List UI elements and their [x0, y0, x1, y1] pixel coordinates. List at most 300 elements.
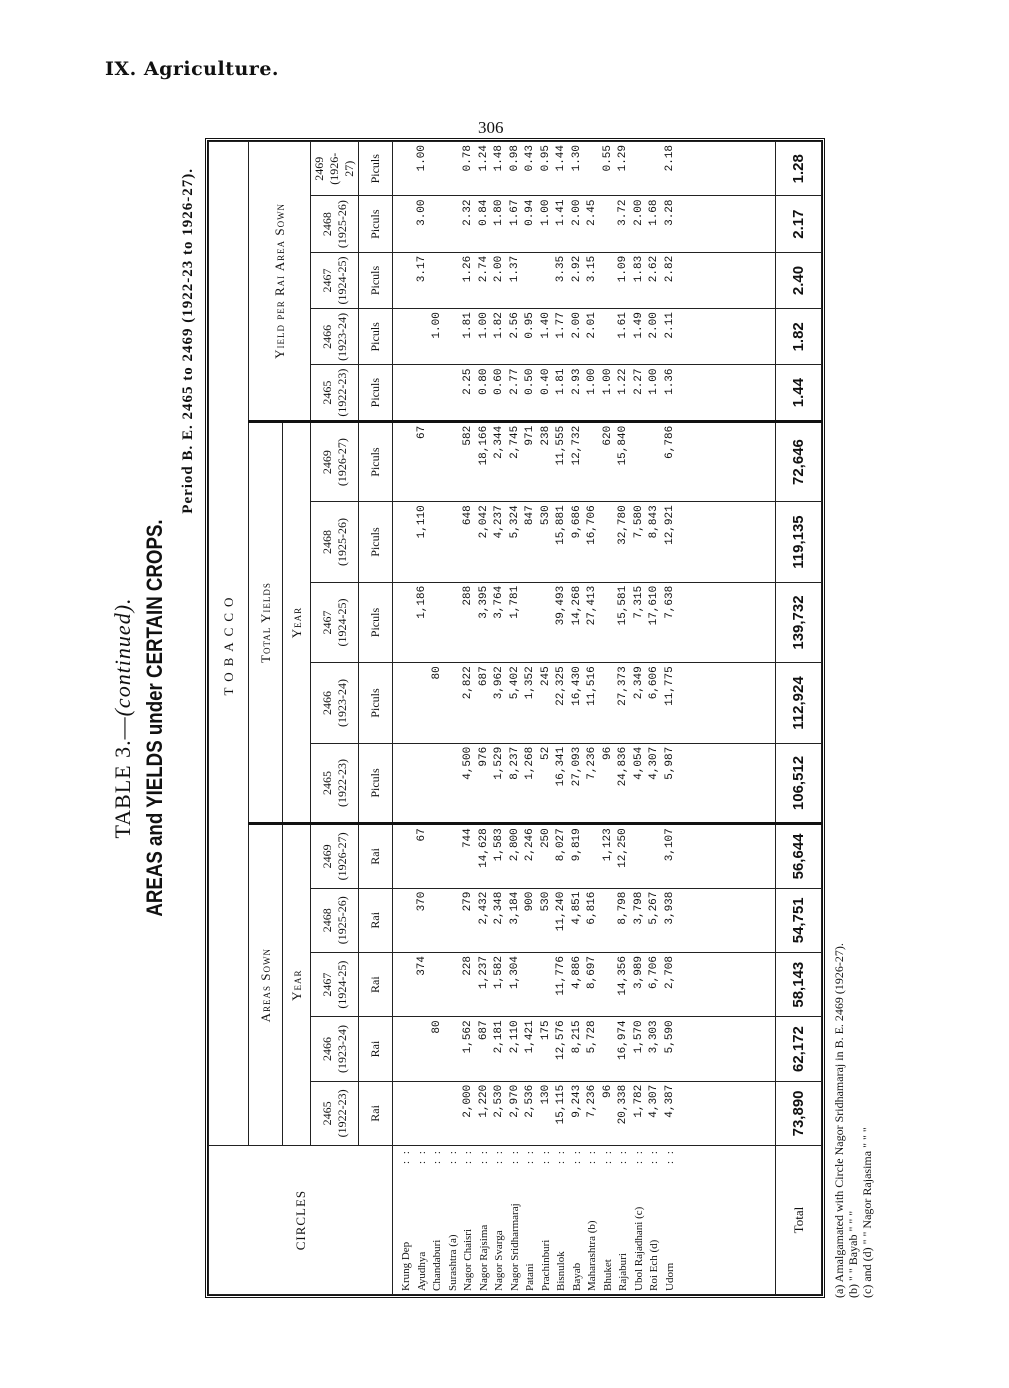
- table-cell: [446, 505, 462, 578]
- table-cell: 80: [431, 1020, 443, 1034]
- circle-row: [663, 1149, 679, 1291]
- table-cell: 4,851: [570, 891, 583, 925]
- table-cell: 15,115: [555, 1084, 567, 1125]
- areas-year-col: [311, 888, 359, 952]
- table-cell: 24,836: [617, 746, 629, 787]
- table-cell: 228: [462, 955, 474, 976]
- areas-year-col: [311, 952, 359, 1016]
- table-cell: 1,583: [493, 828, 505, 862]
- table-cell: 1.80: [493, 199, 505, 226]
- table-cell: 1.41: [555, 199, 567, 226]
- table-cell: 3.15: [586, 255, 598, 283]
- year-be: 2467: [319, 610, 334, 635]
- total-area: 62,172: [776, 1017, 822, 1081]
- table-cell: 2,745: [508, 425, 521, 459]
- table-cell: [399, 1020, 415, 1077]
- table-cell: 2.11: [663, 312, 676, 339]
- table-cell: [399, 368, 415, 416]
- footnotes: [832, 943, 874, 1298]
- table-cell: [601, 505, 617, 578]
- table-cell: 2,432: [477, 891, 490, 925]
- table-cell: [430, 892, 446, 949]
- table-cell: 1.81: [555, 368, 567, 395]
- table-cell: [399, 1085, 415, 1142]
- table-cell: 1.40: [539, 312, 552, 339]
- table-period: Period B. E. 2465 to 2469 (1922-23 to 1926-27).: [180, 168, 196, 514]
- leader-dots: : :: [601, 1149, 614, 1164]
- table-cell: [601, 666, 617, 739]
- table-frame: [205, 138, 825, 1298]
- per-rai-year-col: 2468 (1925-26): [311, 196, 359, 252]
- table-cell: [523, 256, 539, 305]
- table-cell: 2.74: [477, 255, 490, 283]
- table-cell: [446, 586, 462, 659]
- footnote: (c) and (d) " " Nagor Rajasima " " ": [860, 1127, 874, 1298]
- table-cell: 2,530: [493, 1084, 505, 1118]
- table-cell: 2.18: [663, 145, 676, 172]
- table-cell: 1,352: [524, 666, 536, 700]
- circle-row: [415, 1149, 431, 1291]
- table-cell: 12,250: [617, 828, 629, 868]
- table-cell: 2,246: [524, 828, 536, 862]
- table-cell: [399, 747, 415, 819]
- total-per-rai: 1.82: [776, 309, 822, 365]
- table-cell: [415, 312, 431, 361]
- table-cell: 687: [477, 666, 490, 687]
- table-cell: [523, 586, 539, 659]
- table-cell: 3.17: [415, 255, 428, 283]
- table-cell: 0.50: [524, 368, 536, 395]
- table-cell: 0.95: [539, 145, 552, 172]
- rotated-table-sheet: [110, 138, 915, 1298]
- year-be: 2469: [319, 450, 334, 475]
- year-be: 2465: [319, 771, 334, 795]
- table-cell: [430, 956, 446, 1013]
- table-cell: 1,304: [508, 955, 521, 989]
- per-rai-column-2467: [393, 252, 776, 308]
- year-ad: (1922-23): [334, 759, 349, 807]
- table-cell: [415, 747, 431, 819]
- table-cell: 4,237: [493, 505, 505, 539]
- circle-row: [477, 1149, 493, 1291]
- table-cell: 1.00: [431, 312, 443, 339]
- unit-piculs: Piculs: [359, 142, 393, 197]
- footnote: (a) Amalgamated with Circle Nagor Sridhamaraj in B. E. 2469 (1926-27).: [832, 943, 846, 1298]
- table-cell: 1,781: [508, 585, 521, 619]
- yields-column-2468: [393, 502, 776, 582]
- table-cell: 5,590: [663, 1020, 676, 1054]
- table-cell: 8,697: [586, 955, 598, 989]
- table-cell: 14,628: [477, 828, 490, 868]
- table-cell: [399, 586, 415, 659]
- table-cell: 1,237: [477, 955, 490, 989]
- table-cell: 17,610: [648, 585, 660, 626]
- table-cell: [446, 892, 462, 949]
- total-yields-header: Total Yields: [249, 421, 283, 823]
- table-cell: 16,974: [617, 1020, 629, 1060]
- table-cell: [647, 426, 663, 498]
- footnote: (b) " " Bayab " " ": [846, 1210, 860, 1298]
- circle-name: Bayab: [570, 1262, 583, 1291]
- table-title-continued: (continued).: [110, 597, 135, 717]
- table-cell: 1.44: [555, 145, 567, 172]
- table-cell: [430, 586, 446, 659]
- table-cell: 2.62: [648, 255, 660, 283]
- yields-year-label: Year: [283, 421, 311, 823]
- table-cell: 2,348: [493, 891, 505, 925]
- table-cell: 370: [415, 891, 428, 912]
- year-ad: (1924-25): [334, 960, 349, 1009]
- leader-dots: : :: [539, 1149, 552, 1164]
- table-cell: [446, 828, 462, 884]
- yields-year-col: [311, 743, 359, 823]
- table-cell: 130: [539, 1084, 552, 1105]
- year-ad: (1925-26): [334, 896, 349, 945]
- year-ad: (1923-24): [334, 679, 349, 728]
- table-cell: 12,576: [555, 1020, 567, 1060]
- table-cell: 1.30: [570, 145, 583, 172]
- table-cell: [539, 956, 555, 1013]
- total-yield: 119,135: [776, 502, 822, 582]
- table-cell: 1.22: [617, 368, 629, 395]
- circle-row: [616, 1149, 632, 1291]
- table-cell: 1.81: [462, 312, 474, 339]
- year-be: 2466: [319, 691, 334, 716]
- table-cell: [430, 505, 446, 578]
- table-cell: [601, 1020, 617, 1077]
- table-cell: 1,582: [493, 955, 505, 989]
- circle-name: Rajaburi: [617, 1253, 629, 1291]
- table-cell: [632, 426, 648, 498]
- table-cell: 16,706: [586, 505, 598, 545]
- year-ad: (1926-27): [334, 438, 349, 487]
- table-cell: 744: [462, 828, 474, 849]
- table-cell: 2.00: [570, 199, 583, 226]
- per-rai-year-col: 2465 (1922-23): [311, 365, 359, 421]
- circle-name: Krung Dep: [400, 1241, 412, 1291]
- areas-column-2465: [393, 1081, 776, 1145]
- table-cell: [399, 666, 415, 739]
- leader-dots: : :: [570, 1149, 583, 1164]
- table-cell: 12,921: [663, 505, 676, 545]
- circle-name: Patani: [524, 1263, 536, 1291]
- table-cell: [585, 828, 601, 884]
- table-cell: 238: [539, 425, 552, 446]
- table-cell: 1.00: [648, 368, 660, 395]
- table-cell: [446, 1085, 462, 1142]
- yields-year-col: [311, 582, 359, 662]
- table-cell: 847: [524, 505, 536, 526]
- table-cell: 2,822: [462, 666, 474, 700]
- table-cell: 1.67: [508, 199, 521, 226]
- circle-row: [647, 1149, 663, 1291]
- table-cell: 2.77: [508, 368, 521, 395]
- table-cell: 11,240: [555, 891, 567, 932]
- table-cell: 971: [524, 425, 536, 446]
- yields-year-col: [311, 663, 359, 743]
- circle-row: [539, 1149, 555, 1291]
- table-cell: 1.00: [539, 199, 552, 226]
- table-cell: 1.36: [663, 368, 676, 395]
- circle-name: Nagor Svarga: [493, 1230, 505, 1291]
- table-cell: 20,338: [617, 1084, 629, 1125]
- table-cell: 2.00: [493, 255, 505, 283]
- table-cell: [446, 747, 462, 819]
- table-cell: [601, 586, 617, 659]
- circle-name: Nagor Rajsima: [477, 1224, 490, 1291]
- table-cell: 7,638: [663, 585, 676, 619]
- table-cell: 1.24: [477, 145, 490, 172]
- table-cell: 648: [462, 505, 474, 526]
- table-subtitle: AREAS and YIELDS under CERTAIN CROPS.: [142, 519, 167, 917]
- table-cell: [523, 956, 539, 1013]
- table-cell: 0.43: [524, 145, 536, 172]
- table-cell: [539, 256, 555, 305]
- table-cell: 0.98: [508, 145, 521, 172]
- table-cell: 14,268: [570, 585, 583, 626]
- unit-rai: Rai: [359, 952, 393, 1016]
- unit-rai: Rai: [359, 888, 393, 952]
- table-cell: 1.00: [477, 312, 490, 339]
- table-cell: 2.00: [648, 312, 660, 339]
- leader-dots: : :: [462, 1149, 474, 1164]
- table-cell: 2,181: [493, 1020, 505, 1054]
- year-be: 2467: [319, 972, 334, 997]
- leader-dots: : :: [555, 1149, 567, 1164]
- table-cell: 2.82: [663, 255, 676, 283]
- year-be: 2469: [319, 844, 334, 869]
- circle-row: [430, 1149, 446, 1291]
- table-cell: 900: [524, 891, 536, 912]
- table-cell: [446, 368, 462, 416]
- table-cell: 8,798: [617, 891, 629, 925]
- circles-column: [393, 1146, 776, 1295]
- total-yield: 139,732: [776, 582, 822, 662]
- table-cell: 1.00: [415, 145, 428, 172]
- circle-row: [585, 1149, 601, 1291]
- table-cell: 2,536: [524, 1084, 536, 1118]
- table-cell: [399, 505, 415, 578]
- table-cell: 1.48: [493, 145, 505, 172]
- table-cell: 4,307: [648, 746, 660, 780]
- table-cell: 1,268: [524, 746, 536, 780]
- circles-header: CIRCLES: [209, 1146, 393, 1295]
- table-cell: [632, 828, 648, 884]
- table-cell: 2,042: [477, 505, 490, 539]
- circle-name: Maharashtra (b): [586, 1220, 598, 1291]
- table-cell: [601, 892, 617, 949]
- leader-dots: : :: [524, 1149, 536, 1164]
- leader-dots: : :: [415, 1149, 428, 1164]
- circle-row: [446, 1149, 462, 1291]
- table-cell: 96: [601, 1084, 614, 1098]
- total-yield: 112,924: [776, 663, 822, 743]
- page-number: 306: [478, 118, 504, 137]
- table-cell: 2,708: [663, 955, 676, 989]
- table-cell: [430, 426, 446, 498]
- areas-year-col: [311, 824, 359, 888]
- year-ad: (1922-23): [334, 1089, 349, 1138]
- table-cell: [415, 1085, 431, 1142]
- table-cell: 2,000: [462, 1084, 474, 1118]
- unit-piculs: Piculs: [359, 309, 393, 365]
- per-rai-column-2469: [393, 142, 776, 197]
- unit-piculs: Piculs: [359, 502, 393, 582]
- table-cell: 1.00: [601, 368, 614, 395]
- table-cell: 5,728: [586, 1020, 598, 1054]
- table-cell: 7,236: [586, 1084, 598, 1118]
- unit-piculs: Piculs: [359, 663, 393, 743]
- yields-column-2469: [393, 421, 776, 501]
- tobacco-table: [208, 141, 822, 1295]
- table-cell: 0.95: [524, 312, 536, 339]
- yields-year-col: [311, 421, 359, 501]
- total-area: 54,751: [776, 888, 822, 952]
- circle-row: [461, 1149, 477, 1291]
- table-cell: 6,606: [648, 666, 660, 700]
- total-yield: 72,646: [776, 421, 822, 501]
- table-cell: 8,843: [648, 505, 660, 539]
- table-cell: [399, 256, 415, 305]
- table-cell: 687: [477, 1020, 490, 1041]
- table-cell: [446, 256, 462, 305]
- leader-dots: : :: [617, 1149, 629, 1164]
- yield-per-rai-header: Yield per Rai Area Sown: [249, 142, 311, 422]
- year-be: 2466: [319, 1037, 334, 1062]
- year-be: 2465: [319, 1101, 334, 1126]
- table-cell: 27,413: [586, 585, 598, 626]
- table-cell: 3,184: [508, 891, 521, 925]
- table-cell: [585, 145, 601, 193]
- table-cell: 3.00: [415, 199, 428, 226]
- year-ad: (1923-24): [334, 1025, 349, 1074]
- year-ad: (1924-25): [334, 598, 349, 647]
- circle-name: Udorn: [663, 1262, 676, 1291]
- total-per-rai: 2.40: [776, 252, 822, 308]
- table-cell: 2.56: [508, 312, 521, 339]
- table-cell: 2,800: [508, 828, 521, 862]
- circle-row: [508, 1149, 524, 1291]
- table-cell: 374: [415, 955, 428, 976]
- table-cell: [399, 312, 415, 361]
- table-cell: 2.27: [632, 368, 645, 395]
- table-cell: 6,706: [648, 955, 660, 989]
- total-area: 58,143: [776, 952, 822, 1016]
- table-cell: 1,123: [601, 828, 614, 862]
- table-cell: 3,303: [648, 1020, 660, 1054]
- table-cell: [446, 200, 462, 249]
- table-cell: 1.49: [632, 312, 645, 339]
- table-cell: [430, 145, 446, 193]
- table-cell: 22,325: [555, 666, 567, 706]
- table-cell: 0.55: [601, 145, 614, 172]
- unit-piculs: Piculs: [359, 252, 393, 308]
- table-cell: 5,324: [508, 505, 521, 539]
- table-cell: 1.77: [555, 312, 567, 339]
- table-cell: 2.00: [570, 312, 583, 339]
- table-cell: 9,243: [570, 1084, 583, 1118]
- table-cell: [399, 828, 415, 884]
- table-cell: 7,315: [632, 585, 645, 619]
- leader-dots: : :: [446, 1149, 459, 1164]
- table-cell: 8,215: [570, 1020, 583, 1054]
- table-cell: [399, 145, 415, 193]
- table-cell: 9,686: [570, 505, 583, 539]
- table-cell: 3,107: [663, 828, 676, 862]
- unit-piculs: Piculs: [359, 421, 393, 501]
- circle-name: Roi Ech (d): [648, 1239, 660, 1291]
- leader-dots: : :: [586, 1149, 598, 1164]
- total-area: 73,890: [776, 1081, 822, 1145]
- table-cell: 6,816: [586, 891, 598, 925]
- yields-column-2467: [393, 582, 776, 662]
- table-cell: 3,764: [493, 585, 505, 619]
- table-cell: 2.32: [462, 199, 474, 226]
- table-cell: 5,402: [508, 666, 521, 700]
- circle-name: Bisnulok: [555, 1251, 567, 1291]
- areas-column-2468: [393, 888, 776, 952]
- table-cell: [430, 368, 446, 416]
- table-cell: 1,421: [524, 1020, 536, 1054]
- table-cell: 9,819: [570, 828, 583, 862]
- table-cell: 52: [539, 746, 552, 760]
- circle-name: Nagor Chaisri: [462, 1228, 474, 1291]
- total-per-rai: 2.17: [776, 196, 822, 252]
- total-per-rai: 1.28: [776, 142, 822, 197]
- table-cell: 16,430: [570, 666, 583, 706]
- circle-row: [399, 1149, 415, 1291]
- leader-dots: : :: [508, 1149, 521, 1164]
- table-cell: 976: [477, 746, 490, 767]
- table-cell: 3.72: [617, 199, 629, 226]
- table-cell: 1,220: [477, 1084, 490, 1118]
- table-cell: 3,938: [663, 891, 676, 925]
- table-cell: 0.84: [477, 199, 490, 226]
- table-cell: 96: [601, 746, 614, 760]
- table-cell: 1.61: [617, 312, 629, 339]
- circle-name: Bhuket: [601, 1259, 614, 1291]
- table-cell: [446, 956, 462, 1013]
- table-cell: 5,267: [648, 891, 660, 925]
- table-cell: 1.83: [632, 255, 645, 283]
- table-cell: 1.37: [508, 255, 521, 283]
- table-cell: 3,962: [493, 666, 505, 700]
- circle-name: Chandaburi: [431, 1239, 443, 1291]
- table-cell: 7,236: [586, 746, 598, 780]
- total-label: Total: [776, 1146, 822, 1295]
- circle-name: Surashtra (a): [446, 1234, 459, 1291]
- year-be: 2468: [319, 908, 334, 933]
- total-area: 56,644: [776, 824, 822, 888]
- unit-rai: Rai: [359, 1081, 393, 1145]
- table-cell: [446, 426, 462, 498]
- year-ad: (1925-26): [334, 518, 349, 567]
- table-cell: [601, 200, 617, 249]
- per-rai-year-col: 2467 (1924-25): [311, 252, 359, 308]
- table-cell: 3,798: [632, 891, 645, 925]
- table-cell: 4,307: [648, 1084, 660, 1118]
- table-cell: 6,786: [663, 425, 676, 459]
- table-cell: 15,881: [555, 505, 567, 545]
- table-cell: 15,840: [617, 425, 629, 466]
- table-cell: [415, 368, 431, 416]
- table-cell: 1.09: [617, 255, 629, 283]
- table-cell: 11,776: [555, 955, 567, 996]
- table-cell: [539, 586, 555, 659]
- unit-rai: Rai: [359, 824, 393, 888]
- total-yield: 106,512: [776, 743, 822, 823]
- table-cell: 11,516: [586, 666, 598, 706]
